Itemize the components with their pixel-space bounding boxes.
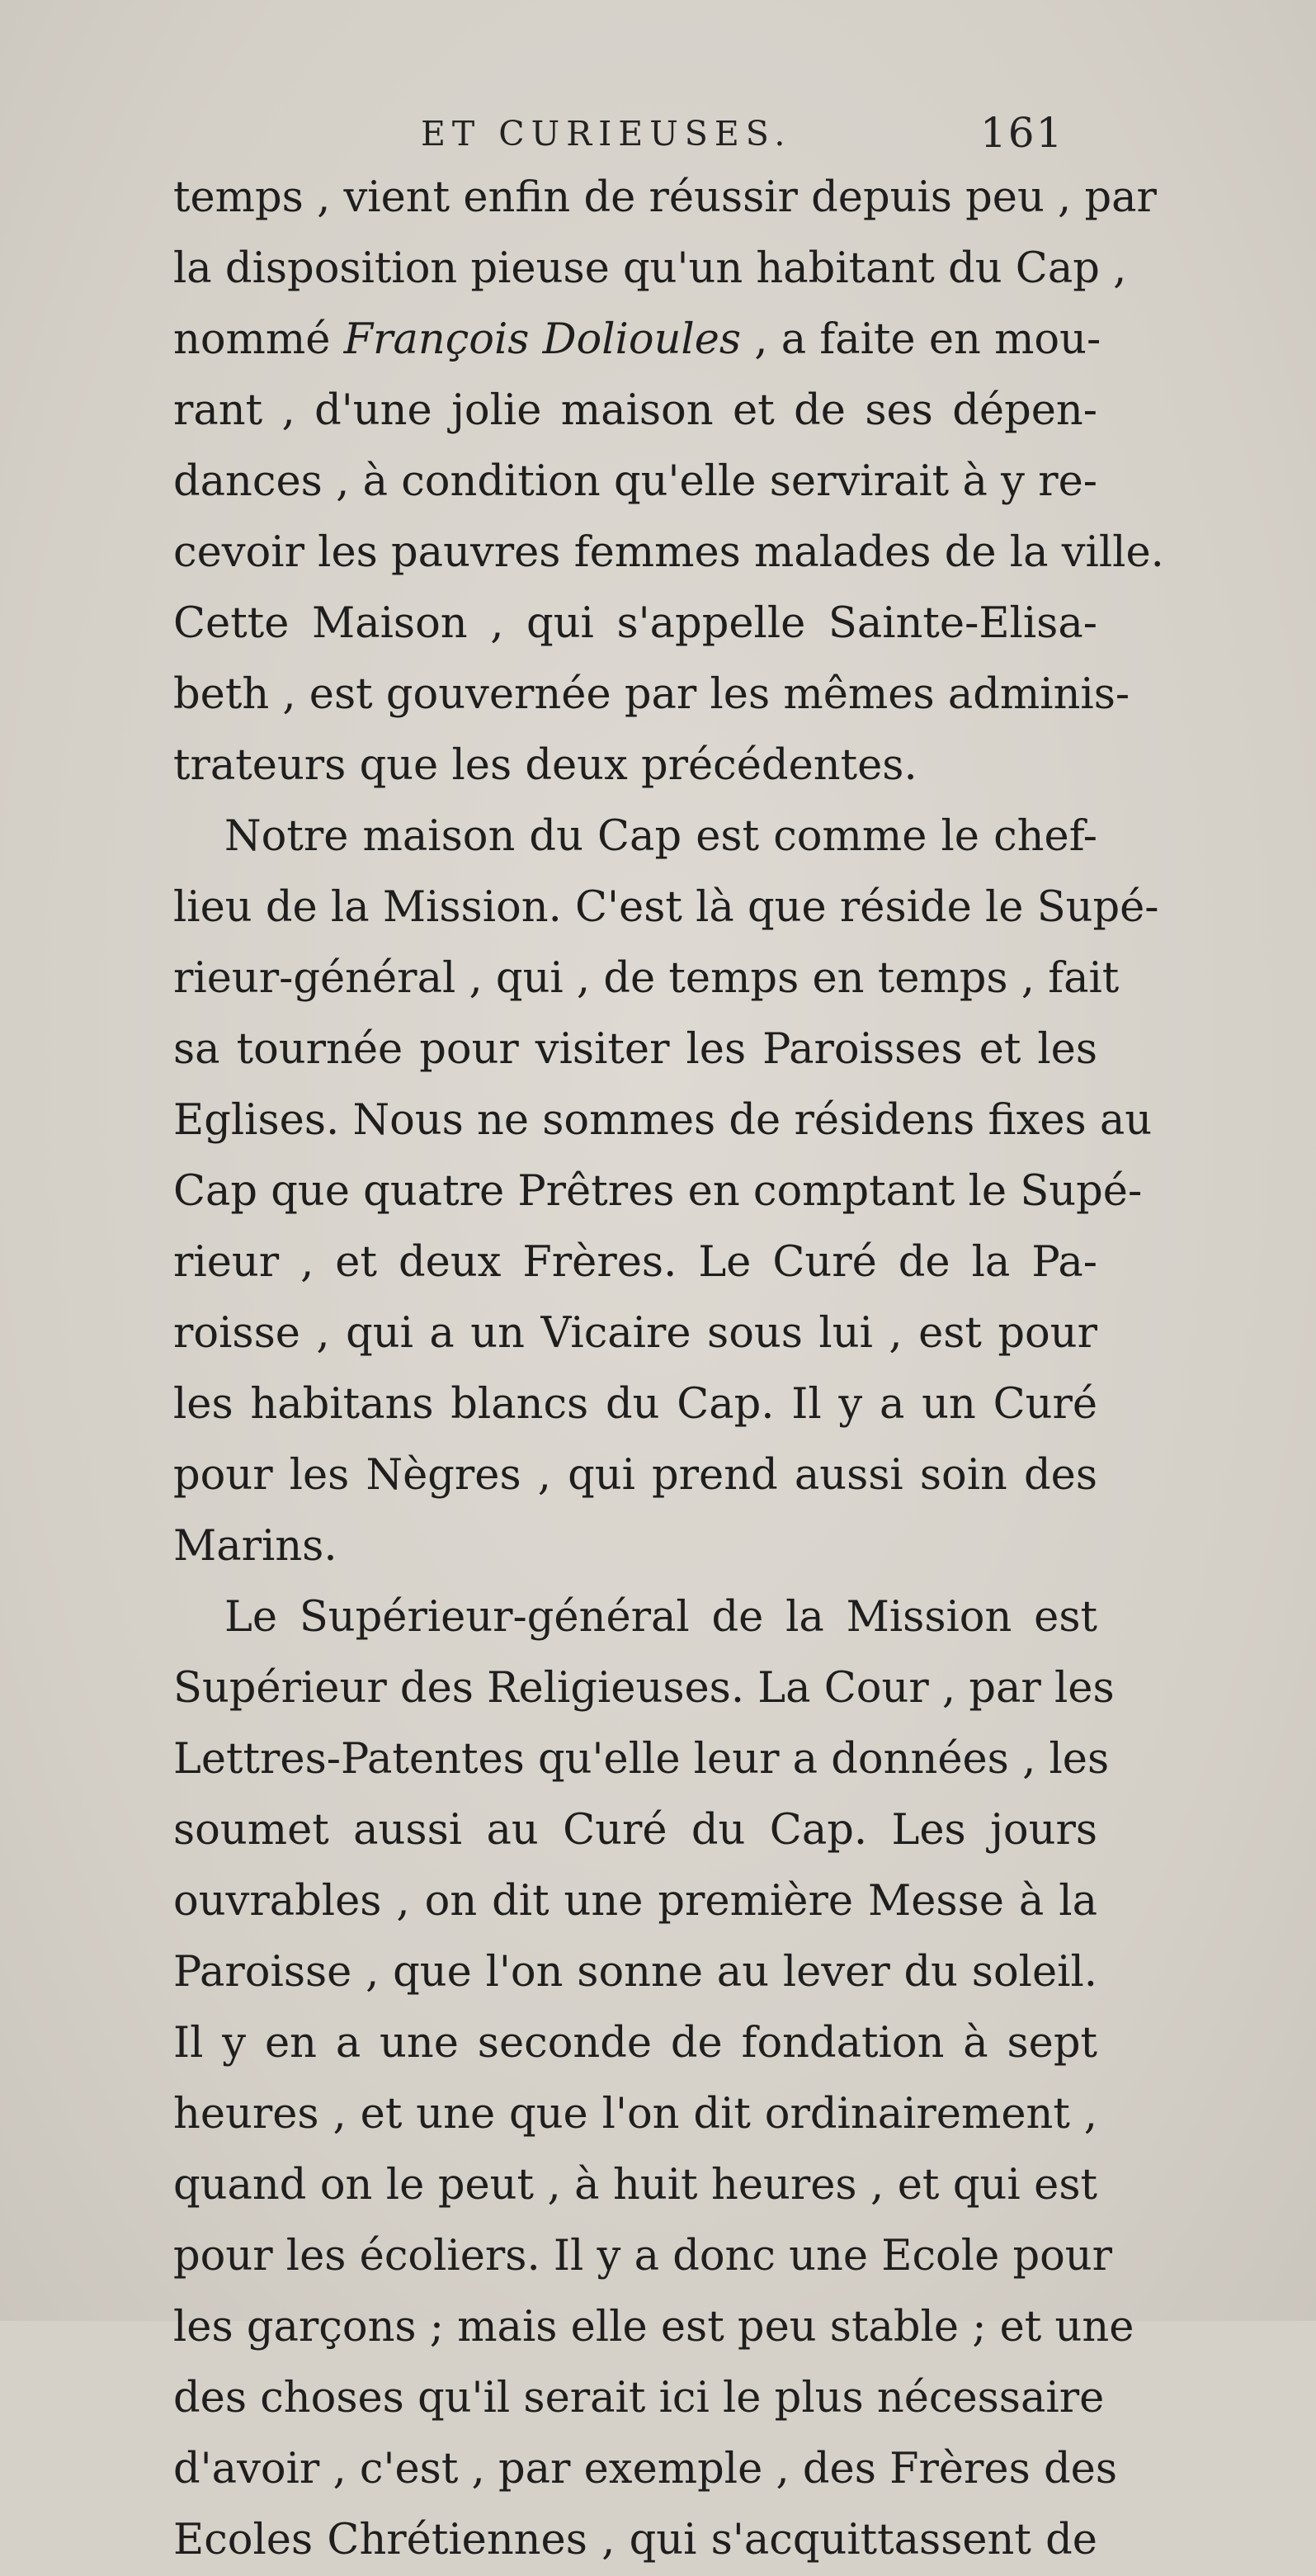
text-line: pour les Nègres , qui prend aussi soin des: [173, 1451, 1097, 1500]
text-line: la disposition pieuse qu'un habitant du Cap ,: [173, 244, 1127, 293]
text-span: nommé: [173, 315, 344, 364]
text-line: cevoir les pauvres femmes malades de la ville.: [173, 528, 1164, 577]
text-line: Paroisse , que l'on sonne au lever du soleil.: [173, 1948, 1097, 1997]
text-line: dances , à condition qu'elle servirait à y re-: [173, 457, 1097, 506]
person-name: François Dolioules: [343, 315, 742, 364]
text-line: Cap que quatre Prêtres en comptant le Supé-: [173, 1167, 1143, 1216]
paragraph-start-line: Le Supérieur-général de la Mission est: [224, 1593, 1097, 1642]
text-line: sa tournée pour visiter les Paroisses et les: [173, 1025, 1097, 1074]
text-line: d'avoir , c'est , par exemple , des Frères des: [173, 2445, 1117, 2493]
text-line: Cette Maison , qui s'appelle Sainte-Elisa-: [173, 599, 1097, 648]
text-line: soumet aussi au Curé du Cap. Les jours: [173, 1806, 1097, 1855]
page-header: [0, 109, 1316, 163]
text-line: Supérieur des Religieuses. La Cour , par les: [173, 1664, 1115, 1713]
text-line: lieu de la Mission. C'est là que réside le Supé-: [173, 883, 1159, 932]
text-line: des choses qu'il serait ici le plus nécessaire: [173, 2374, 1105, 2422]
paragraph-start-line: Notre maison du Cap est comme le chef-: [224, 812, 1097, 861]
text-span: , a faite en mou-: [741, 315, 1101, 364]
text-line: roisse , qui a un Vicaire sous lui , est pour: [173, 1309, 1097, 1358]
text-line: quand on le peut , à huit heures , et qui est: [173, 2161, 1097, 2210]
text-line: trateurs que les deux précédentes.: [173, 741, 917, 790]
text-line: heures , et une que l'on dit ordinairement ,: [173, 2090, 1097, 2139]
text-line: rant , d'une jolie maison et de ses dépen-: [173, 386, 1097, 435]
running-title: ET CURIEUSES.: [421, 114, 792, 154]
body-text: [173, 163, 1164, 2576]
text-line: Eglises. Nous ne sommes de résidens fixes au: [173, 1096, 1153, 1145]
text-line: temps , vient enfin de réussir depuis peu , par: [173, 173, 1157, 222]
text-line: rieur-général , qui , de temps en temps , fait: [173, 954, 1120, 1003]
text-line: rieur , et deux Frères. Le Curé de la Pa-: [173, 1238, 1097, 1287]
text-line: pour les écoliers. Il y a donc une Ecole pour: [173, 2232, 1113, 2281]
text-line: beth , est gouvernée par les mêmes adminis-: [173, 670, 1130, 719]
text-line: Ecoles Chrétiennes , qui s'acquittassent de: [173, 2516, 1097, 2564]
text-line: Marins.: [173, 1522, 337, 1571]
text-line: les garçons ; mais elle est peu stable ; et une: [173, 2303, 1134, 2351]
text-line: [173, 305, 1101, 376]
page-number: 161: [980, 109, 1064, 157]
text-line: ouvrables , on dit une première Messe à la: [173, 1877, 1097, 1926]
text-line: Il y en a une seconde de fondation à sept: [173, 2019, 1097, 2068]
text-line: les habitans blancs du Cap. Il y a un Curé: [173, 1380, 1097, 1429]
text-line: Lettres-Patentes qu'elle leur a données , les: [173, 1735, 1110, 1784]
